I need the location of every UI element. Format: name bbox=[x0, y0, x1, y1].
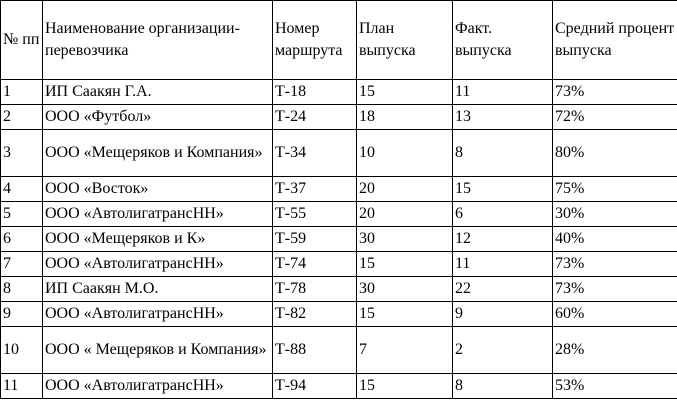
cell-fact: 6 bbox=[453, 202, 553, 227]
cell-fact: 8 bbox=[453, 374, 553, 399]
cell-fact: 9 bbox=[453, 302, 553, 327]
cell-plan: 7 bbox=[357, 327, 453, 374]
table-row bbox=[1, 227, 677, 252]
cell-fact: 15 bbox=[453, 177, 553, 202]
table-row bbox=[1, 302, 677, 327]
cell-carrier-name: ООО «Футбол» bbox=[43, 105, 273, 130]
cell-fact: 11 bbox=[453, 80, 553, 105]
cell-carrier-name: ООО «Восток» bbox=[43, 177, 273, 202]
cell-route: Т-34 bbox=[273, 130, 357, 177]
cell-carrier-name: ООО « Мещеряков и Компания» bbox=[43, 327, 273, 374]
cell-carrier-name: ИП Саакян М.О. bbox=[43, 277, 273, 302]
cell-average-percent: 80% bbox=[553, 130, 677, 177]
cell-carrier-name: ООО «АвтолигатрансНН» bbox=[43, 252, 273, 277]
cell-plan: 18 bbox=[357, 105, 453, 130]
cell-route: Т-74 bbox=[273, 252, 357, 277]
header-average-percent: Средний процент выпуска bbox=[553, 1, 677, 80]
cell-num: 8 bbox=[1, 277, 43, 302]
cell-plan: 10 bbox=[357, 130, 453, 177]
header-fact: Факт. выпуска bbox=[453, 1, 553, 80]
cell-plan: 15 bbox=[357, 302, 453, 327]
cell-num: 10 bbox=[1, 327, 43, 374]
cell-num: 5 bbox=[1, 202, 43, 227]
cell-route: Т-37 bbox=[273, 177, 357, 202]
cell-average-percent: 73% bbox=[553, 277, 677, 302]
cell-fact: 12 bbox=[453, 227, 553, 252]
cell-plan: 20 bbox=[357, 202, 453, 227]
cell-average-percent: 40% bbox=[553, 227, 677, 252]
header-carrier-name: Наименование организации-перевозчика bbox=[43, 1, 273, 80]
cell-fact: 8 bbox=[453, 130, 553, 177]
table-row bbox=[1, 105, 677, 130]
cell-route: Т-78 bbox=[273, 277, 357, 302]
cell-num: 7 bbox=[1, 252, 43, 277]
cell-average-percent: 30% bbox=[553, 202, 677, 227]
cell-route: Т-88 bbox=[273, 327, 357, 374]
cell-carrier-name: ООО «АвтолигатрансНН» bbox=[43, 202, 273, 227]
cell-plan: 15 bbox=[357, 80, 453, 105]
cell-route: Т-94 bbox=[273, 374, 357, 399]
cell-average-percent: 28% bbox=[553, 327, 677, 374]
table-row bbox=[1, 374, 677, 399]
cell-plan: 20 bbox=[357, 177, 453, 202]
table-row bbox=[1, 202, 677, 227]
cell-average-percent: 75% bbox=[553, 177, 677, 202]
cell-num: 1 bbox=[1, 80, 43, 105]
cell-fact: 22 bbox=[453, 277, 553, 302]
cell-plan: 15 bbox=[357, 252, 453, 277]
table-row bbox=[1, 130, 677, 177]
header-plan: План выпуска bbox=[357, 1, 453, 80]
cell-route: Т-18 bbox=[273, 80, 357, 105]
cell-fact: 2 bbox=[453, 327, 553, 374]
cell-average-percent: 73% bbox=[553, 80, 677, 105]
table-row bbox=[1, 277, 677, 302]
cell-carrier-name: ООО «АвтолигатрансНН» bbox=[43, 302, 273, 327]
cell-carrier-name: ООО «Мещеряков и К» bbox=[43, 227, 273, 252]
cell-fact: 11 bbox=[453, 252, 553, 277]
table-row bbox=[1, 177, 677, 202]
cell-plan: 15 bbox=[357, 374, 453, 399]
cell-average-percent: 60% bbox=[553, 302, 677, 327]
cell-average-percent: 72% bbox=[553, 105, 677, 130]
cell-carrier-name: ООО «АвтолигатрансНН» bbox=[43, 374, 273, 399]
table-header-row bbox=[1, 1, 677, 80]
cell-plan: 30 bbox=[357, 277, 453, 302]
table-row bbox=[1, 327, 677, 374]
cell-route: Т-59 bbox=[273, 227, 357, 252]
cell-fact: 13 bbox=[453, 105, 553, 130]
cell-route: Т-82 bbox=[273, 302, 357, 327]
cell-route: Т-24 bbox=[273, 105, 357, 130]
cell-average-percent: 53% bbox=[553, 374, 677, 399]
cell-num: 9 bbox=[1, 302, 43, 327]
header-route-number: Номер маршрута bbox=[273, 1, 357, 80]
cell-route: Т-55 bbox=[273, 202, 357, 227]
cell-num: 6 bbox=[1, 227, 43, 252]
cell-average-percent: 73% bbox=[553, 252, 677, 277]
table-row bbox=[1, 252, 677, 277]
cell-carrier-name: ООО «Мещеряков и Компания» bbox=[43, 130, 273, 177]
header-num: № пп bbox=[1, 1, 43, 80]
cell-num: 2 bbox=[1, 105, 43, 130]
cell-num: 4 bbox=[1, 177, 43, 202]
cell-plan: 30 bbox=[357, 227, 453, 252]
cell-num: 11 bbox=[1, 374, 43, 399]
cell-carrier-name: ИП Саакян Г.А. bbox=[43, 80, 273, 105]
cell-num: 3 bbox=[1, 130, 43, 177]
table-row bbox=[1, 80, 677, 105]
